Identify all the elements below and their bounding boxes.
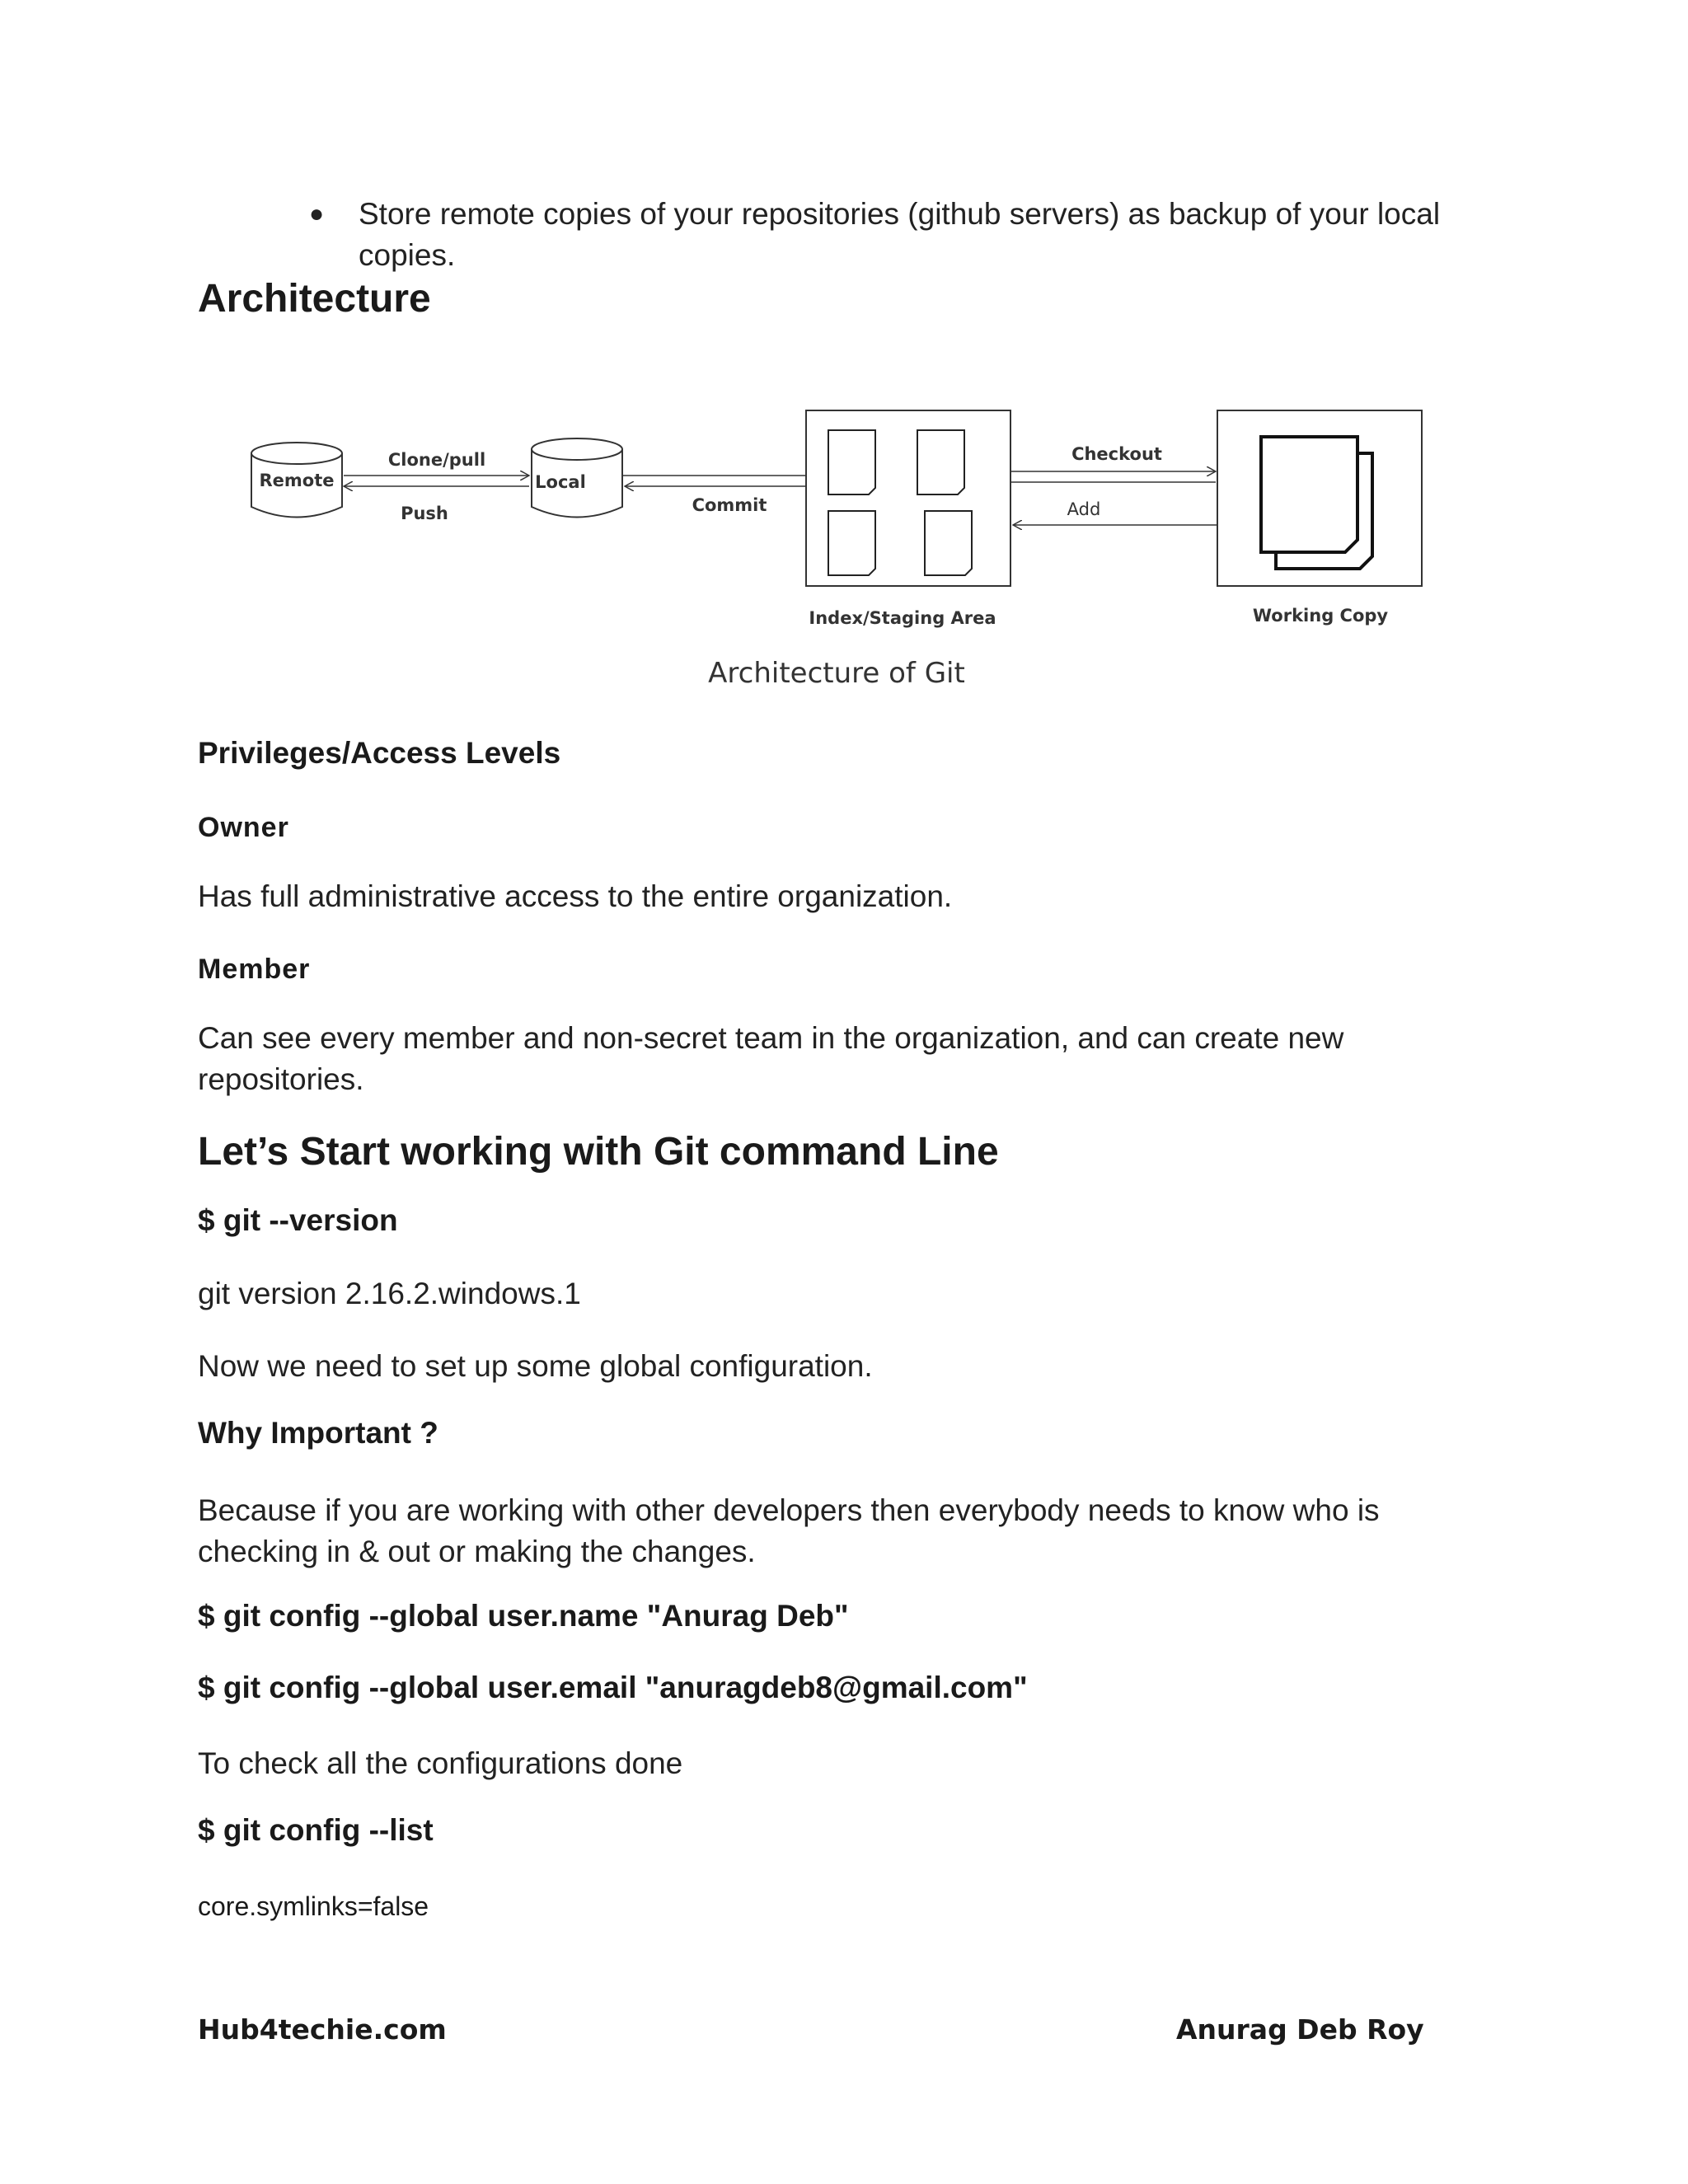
setup-text: Now we need to set up some global configuration. xyxy=(198,1349,873,1383)
check-config-text: To check all the configurations done xyxy=(198,1746,683,1780)
git-version-command: $ git --version xyxy=(198,1203,398,1237)
member-description-line-1: Can see every member and non-secret team in the organization, and can create new xyxy=(198,1021,1344,1055)
remote-label: Remote xyxy=(259,471,335,490)
member-label: Member xyxy=(198,954,311,985)
owner-label: Owner xyxy=(198,812,289,843)
member-description xyxy=(198,1018,1343,1100)
config-list-output: core.symlinks=false xyxy=(198,1891,429,1921)
footer-author: Anurag Deb Roy xyxy=(1176,2013,1424,2046)
architecture-heading: Architecture xyxy=(198,277,431,321)
commit-label: Commit xyxy=(692,495,767,515)
git-command-line-heading: Let’s Start working with Git command Line xyxy=(198,1130,999,1174)
diagram-caption: Architecture of Git xyxy=(708,657,965,690)
bullet-text xyxy=(359,194,1467,276)
privileges-heading: Privileges/Access Levels xyxy=(198,736,561,770)
local-label: Local xyxy=(535,472,586,492)
git-version-output: git version 2.16.2.windows.1 xyxy=(198,1277,581,1310)
config-list-command: $ git config --list xyxy=(198,1813,434,1847)
working-copy-documents-icon xyxy=(1261,437,1372,569)
config-username-command: $ git config --global user.name "Anurag Deb" xyxy=(198,1599,849,1633)
git-architecture-diagram xyxy=(239,396,1442,709)
add-label: Add xyxy=(1067,499,1101,519)
clone-pull-label: Clone/pull xyxy=(387,450,486,470)
why-important-line-1: Because if you are working with other developers then everybody needs to know who is xyxy=(198,1493,1380,1527)
member-description-line-2: repositories. xyxy=(198,1062,364,1096)
working-copy-label: Working Copy xyxy=(1252,606,1389,626)
bullet-dot-icon: ● xyxy=(309,200,325,227)
checkout-label: Checkout xyxy=(1071,444,1162,464)
bullet-line-1: Store remote copies of your repositories (github servers) as backup of your local xyxy=(359,197,1441,231)
owner-description: Has full administrative access to the entire organization. xyxy=(198,879,953,913)
bullet-item xyxy=(309,194,1467,276)
why-important-heading: Why Important ? xyxy=(198,1416,438,1450)
bullet-line-2: copies. xyxy=(359,238,456,272)
why-important-line-2: checking in & out or making the changes. xyxy=(198,1535,756,1568)
why-important-text xyxy=(198,1490,1380,1572)
footer-site: Hub4techie.com xyxy=(198,2013,447,2046)
push-label: Push xyxy=(401,504,448,523)
staging-area-label: Index/Staging Area xyxy=(809,608,996,628)
config-email-command: $ git config --global user.email "anuragdeb8@gmail.com" xyxy=(198,1671,1028,1704)
